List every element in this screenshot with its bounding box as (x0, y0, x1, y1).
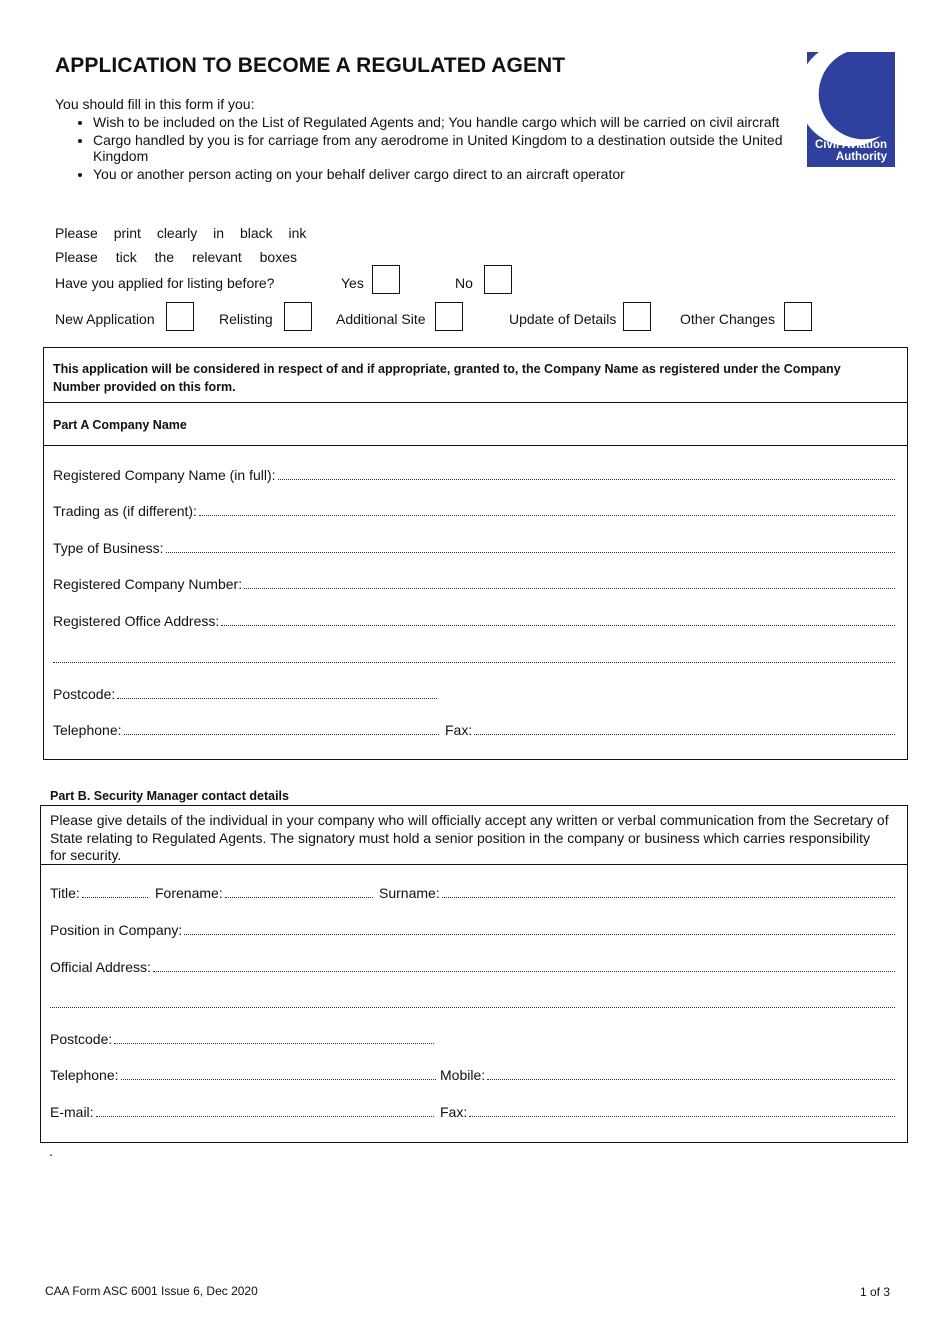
registered-name-field[interactable] (53, 466, 897, 484)
registered-name-label: Registered Company Name (in full): (53, 467, 276, 483)
type-business-label: Type of Business: (53, 540, 164, 556)
forename-input[interactable] (225, 884, 373, 898)
company-notice: This application will be considered in respect of and if appropriate, granted to, the Company Name as registered under the Company Number provided on this form. (53, 362, 841, 394)
new-application-label: New Application (55, 311, 155, 327)
part-b-title: Part B. Security Manager contact details (50, 789, 289, 803)
page-number: 1 of 3 (860, 1285, 891, 1299)
official-address-input[interactable] (153, 958, 895, 972)
no-label: No (455, 275, 473, 291)
update-details-checkbox[interactable] (623, 302, 651, 331)
b-telephone-label: Telephone: (50, 1067, 119, 1083)
b-telephone-input[interactable] (121, 1066, 436, 1080)
postcode-input[interactable] (117, 685, 437, 699)
new-application-checkbox[interactable] (166, 302, 194, 331)
position-field[interactable] (50, 921, 897, 939)
forename-label: Forename: (155, 885, 223, 901)
fax-field[interactable] (445, 721, 897, 739)
part-b-description: Please give details of the individual in your company who will officially accept any written or verbal communication from the Secretary of State relating to Regulated Agents. The signatory must hold a senior position in the company or business which carries responsibility for security. (50, 812, 889, 863)
title-label: Title: (50, 885, 80, 901)
position-input[interactable] (184, 921, 895, 935)
list-item: • You or another person acting on your behalf deliver cargo direct to an aircraft operator (93, 166, 813, 182)
other-changes-label: Other Changes (680, 311, 775, 327)
trailing-mark: . (49, 1143, 53, 1159)
form-reference: CAA Form ASC 6001 Issue 6, Dec 2020 (45, 1284, 258, 1298)
type-business-field[interactable] (53, 539, 897, 557)
telephone-label: Telephone: (53, 722, 122, 738)
relisting-label: Relisting (219, 311, 273, 327)
email-input[interactable] (96, 1103, 434, 1117)
postcode-label: Postcode: (53, 686, 116, 702)
registered-name-input[interactable] (278, 466, 895, 480)
intro-lead: You should fill in this form if you: (55, 96, 255, 112)
divider (41, 864, 907, 865)
title-field[interactable] (50, 884, 150, 902)
relisting-checkbox[interactable] (284, 302, 312, 331)
office-address-input[interactable] (221, 612, 895, 626)
postcode-field[interactable] (53, 685, 439, 703)
divider (44, 445, 907, 446)
divider (44, 402, 907, 403)
trading-as-input[interactable] (199, 502, 895, 516)
b-postcode-field[interactable] (50, 1030, 436, 1048)
caa-logo (807, 52, 895, 167)
tick-instruction: Please tick the relevant boxes (55, 249, 297, 265)
logo-text-line1: Civil Aviation (815, 139, 887, 151)
applied-before-question: Have you applied for listing before? (55, 275, 275, 291)
office-address-label: Registered Office Address: (53, 613, 220, 629)
trading-as-label: Trading as (if different): (53, 503, 197, 519)
surname-input[interactable] (442, 884, 895, 898)
part-a-title: Part A Company Name (53, 418, 187, 432)
official-address-line2-input[interactable] (50, 994, 895, 1008)
surname-label: Surname: (379, 885, 440, 901)
position-label: Position in Company: (50, 922, 183, 938)
forename-field[interactable] (155, 884, 375, 902)
intro-bullet-list (55, 114, 813, 184)
fax-input[interactable] (474, 721, 895, 735)
fax-label: Fax: (445, 722, 473, 738)
other-changes-checkbox[interactable] (784, 302, 812, 331)
additional-site-checkbox[interactable] (435, 302, 463, 331)
b-fax-input[interactable] (469, 1103, 895, 1117)
part-b-panel (40, 805, 908, 1143)
logo-text-line2: Authority (835, 151, 887, 163)
office-address-field[interactable] (53, 612, 897, 630)
b-telephone-field[interactable] (50, 1066, 438, 1084)
update-details-label: Update of Details (509, 311, 617, 327)
b-fax-label: Fax: (440, 1104, 468, 1120)
surname-field[interactable] (379, 884, 897, 902)
telephone-field[interactable] (53, 721, 441, 739)
list-item: • Cargo handled by you is for carriage from any aerodrome in United Kingdom to a destination outside the United Kingdom (93, 132, 813, 164)
b-fax-field[interactable] (440, 1103, 897, 1121)
official-address-line2-field[interactable] (50, 994, 897, 1012)
part-a-panel (43, 347, 908, 760)
title-input[interactable] (82, 884, 148, 898)
company-number-label: Registered Company Number: (53, 576, 243, 592)
page-title: APPLICATION TO BECOME A REGULATED AGENT (55, 54, 566, 77)
official-address-field[interactable] (50, 958, 897, 976)
mobile-label: Mobile: (440, 1067, 486, 1083)
company-number-input[interactable] (244, 575, 895, 589)
telephone-input[interactable] (124, 721, 439, 735)
print-instruction: Please print clearly in black ink (55, 225, 307, 241)
mobile-input[interactable] (487, 1066, 895, 1080)
list-item: • Wish to be included on the List of Regulated Agents and; You handle cargo which will be carried on civil aircraft (93, 114, 813, 130)
type-business-input[interactable] (166, 539, 895, 553)
no-checkbox[interactable] (484, 265, 512, 294)
yes-label: Yes (341, 275, 364, 291)
yes-checkbox[interactable] (372, 265, 400, 294)
mobile-field[interactable] (440, 1066, 897, 1084)
company-number-field[interactable] (53, 575, 897, 593)
trading-as-field[interactable] (53, 502, 897, 520)
b-postcode-input[interactable] (114, 1030, 434, 1044)
email-label: E-mail: (50, 1104, 94, 1120)
official-address-label: Official Address: (50, 959, 151, 975)
office-address-line2-field[interactable] (53, 649, 897, 667)
email-field[interactable] (50, 1103, 436, 1121)
b-postcode-label: Postcode: (50, 1031, 113, 1047)
additional-site-label: Additional Site (336, 311, 426, 327)
office-address-line2-input[interactable] (53, 649, 895, 663)
